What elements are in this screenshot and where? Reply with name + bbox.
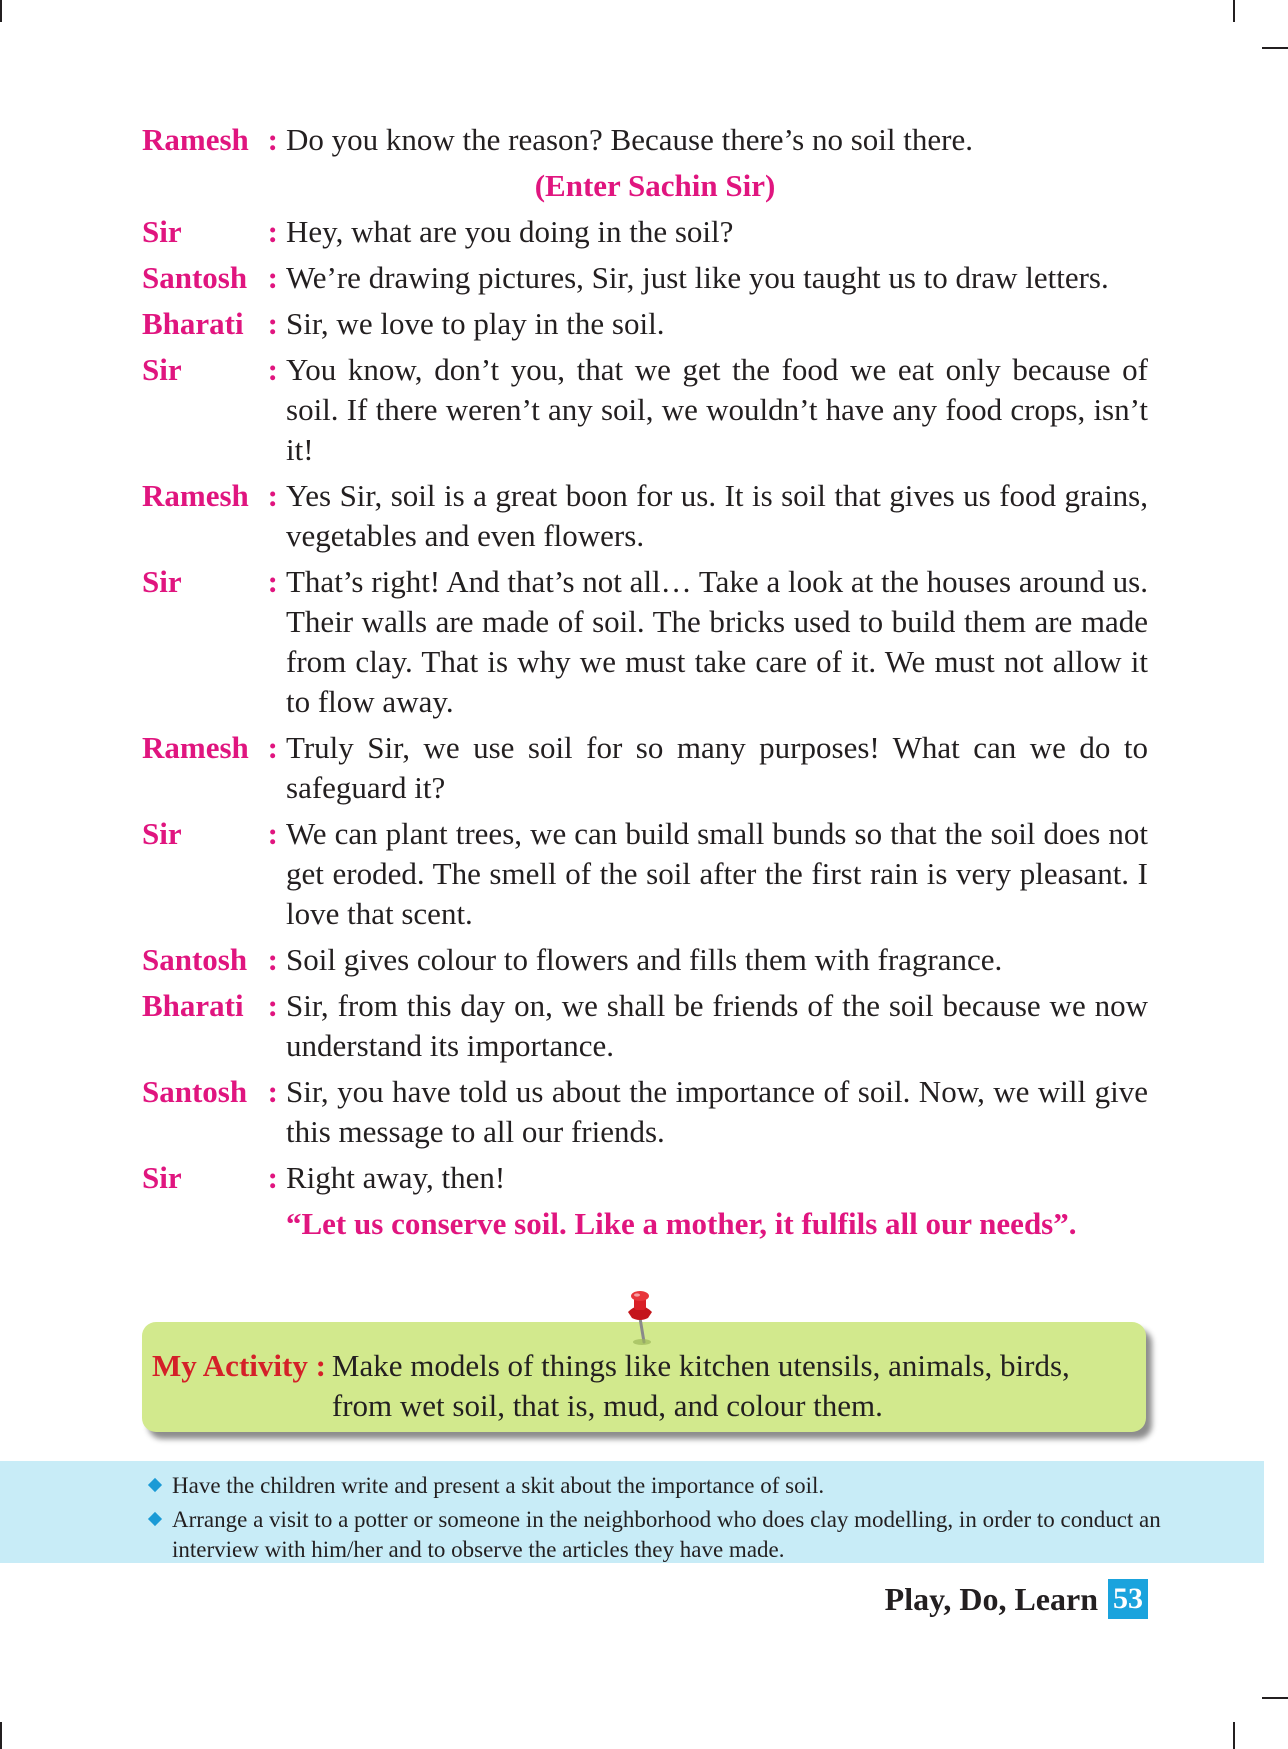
crop-mark bbox=[1233, 0, 1235, 22]
speech-text: Soil gives colour to flowers and fills them with fragrance. bbox=[286, 942, 1003, 977]
dialogue-line bbox=[142, 728, 1148, 808]
speaker-name: Sir : bbox=[142, 564, 278, 599]
speaker-name: Santosh : bbox=[142, 260, 278, 295]
speech-text: We can plant trees, we can build small bunds so that the soil does not get eroded. The smell of the soil after the first rain is very pleasant. I love that scent. bbox=[286, 816, 1148, 931]
diamond-bullet-icon bbox=[148, 1478, 162, 1492]
list-item bbox=[0, 1505, 1244, 1565]
diamond-bullet-icon bbox=[148, 1512, 162, 1526]
speaker-name: Santosh : bbox=[142, 1074, 278, 1109]
dialogue-line bbox=[142, 940, 1148, 980]
speaker-name: Sir : bbox=[142, 352, 278, 387]
crop-mark bbox=[0, 0, 2, 22]
note-text: Arrange a visit to a potter or someone in the neighborhood who does clay modelling, in order to conduct an interview with him/her and to observe the articles they have made. bbox=[172, 1507, 1161, 1562]
speaker-name: Ramesh : bbox=[142, 730, 278, 765]
dialogue-line bbox=[142, 350, 1148, 470]
speech-text: Truly Sir, we use soil for so many purposes! What can we do to safeguard it? bbox=[286, 730, 1148, 805]
speech-text: Hey, what are you doing in the soil? bbox=[286, 214, 734, 249]
dialogue-line bbox=[142, 120, 1148, 160]
speech-text: We’re drawing pictures, Sir, just like you taught us to draw letters. bbox=[286, 260, 1109, 295]
speech-text: You know, don’t you, that we get the food we eat only because of soil. If there weren’t any soil, we wouldn’t have any food crops, isn’t it! bbox=[286, 352, 1148, 467]
page-number: 53 bbox=[1108, 1579, 1148, 1619]
speech-text: Sir, we love to play in the soil. bbox=[286, 306, 665, 341]
dialogue-line bbox=[142, 562, 1148, 722]
speech-text: Sir, you have told us about the importance of soil. Now, we will give this message to all our friends. bbox=[286, 1074, 1148, 1149]
speaker-name: Santosh : bbox=[142, 942, 278, 977]
crop-mark bbox=[0, 1722, 2, 1749]
speaker-name: Bharati : bbox=[142, 306, 278, 341]
crop-mark bbox=[1233, 1722, 1235, 1749]
speech-text: Right away, then! bbox=[286, 1160, 506, 1195]
crop-mark bbox=[1262, 47, 1288, 49]
book-title: Play, Do, Learn bbox=[884, 1580, 1098, 1617]
speaker-name: Ramesh : bbox=[142, 478, 278, 513]
speaker-name: Ramesh : bbox=[142, 122, 278, 157]
note-text: Have the children write and present a skit about the importance of soil. bbox=[172, 1473, 825, 1498]
speaker-name: Sir : bbox=[142, 816, 278, 851]
speech-text: Do you know the reason? Because there’s no soil there. bbox=[286, 122, 973, 157]
crop-mark bbox=[1262, 1697, 1288, 1699]
activity-text: Make models of things like kitchen utensils, animals, birds, from wet soil, that is, mud, and colour them. bbox=[331, 1348, 1070, 1423]
activity-label: My Activity : bbox=[152, 1348, 326, 1383]
list-item bbox=[0, 1471, 1244, 1501]
speaker-name: Sir : bbox=[142, 1160, 278, 1195]
dialogue-line bbox=[142, 814, 1148, 934]
speaker-name: Bharati : bbox=[142, 988, 278, 1023]
speech-text: Yes Sir, soil is a great boon for us. It is soil that gives us food grains, vegetables and even flowers. bbox=[286, 478, 1148, 553]
page-footer bbox=[860, 1577, 1148, 1621]
dialogue-line bbox=[142, 212, 1148, 252]
stage-direction: (Enter Sachin Sir) bbox=[534, 168, 776, 203]
speech-text: Sir, from this day on, we shall be friends of the soil because we now understand its importance. bbox=[286, 988, 1148, 1063]
conservation-motto: “Let us conserve soil. Like a mother, it fulfils all our needs”. bbox=[286, 1206, 1077, 1241]
push-pin-icon bbox=[618, 1290, 662, 1346]
skit-dialogue bbox=[142, 120, 1148, 1244]
teacher-notes bbox=[0, 1461, 1264, 1563]
dialogue-line bbox=[142, 986, 1148, 1066]
dialogue-line bbox=[142, 258, 1148, 298]
dialogue-line bbox=[142, 476, 1148, 556]
dialogue-line bbox=[142, 304, 1148, 344]
dialogue-line bbox=[142, 1072, 1148, 1152]
dialogue-line bbox=[142, 1158, 1148, 1198]
speech-text: That’s right! And that’s not all… Take a look at the houses around us. Their walls are made of soil. The bricks used to build them are made from clay. That is why we must take care of it. We must not allow it to flow away. bbox=[286, 564, 1148, 719]
speaker-name: Sir : bbox=[142, 214, 278, 249]
